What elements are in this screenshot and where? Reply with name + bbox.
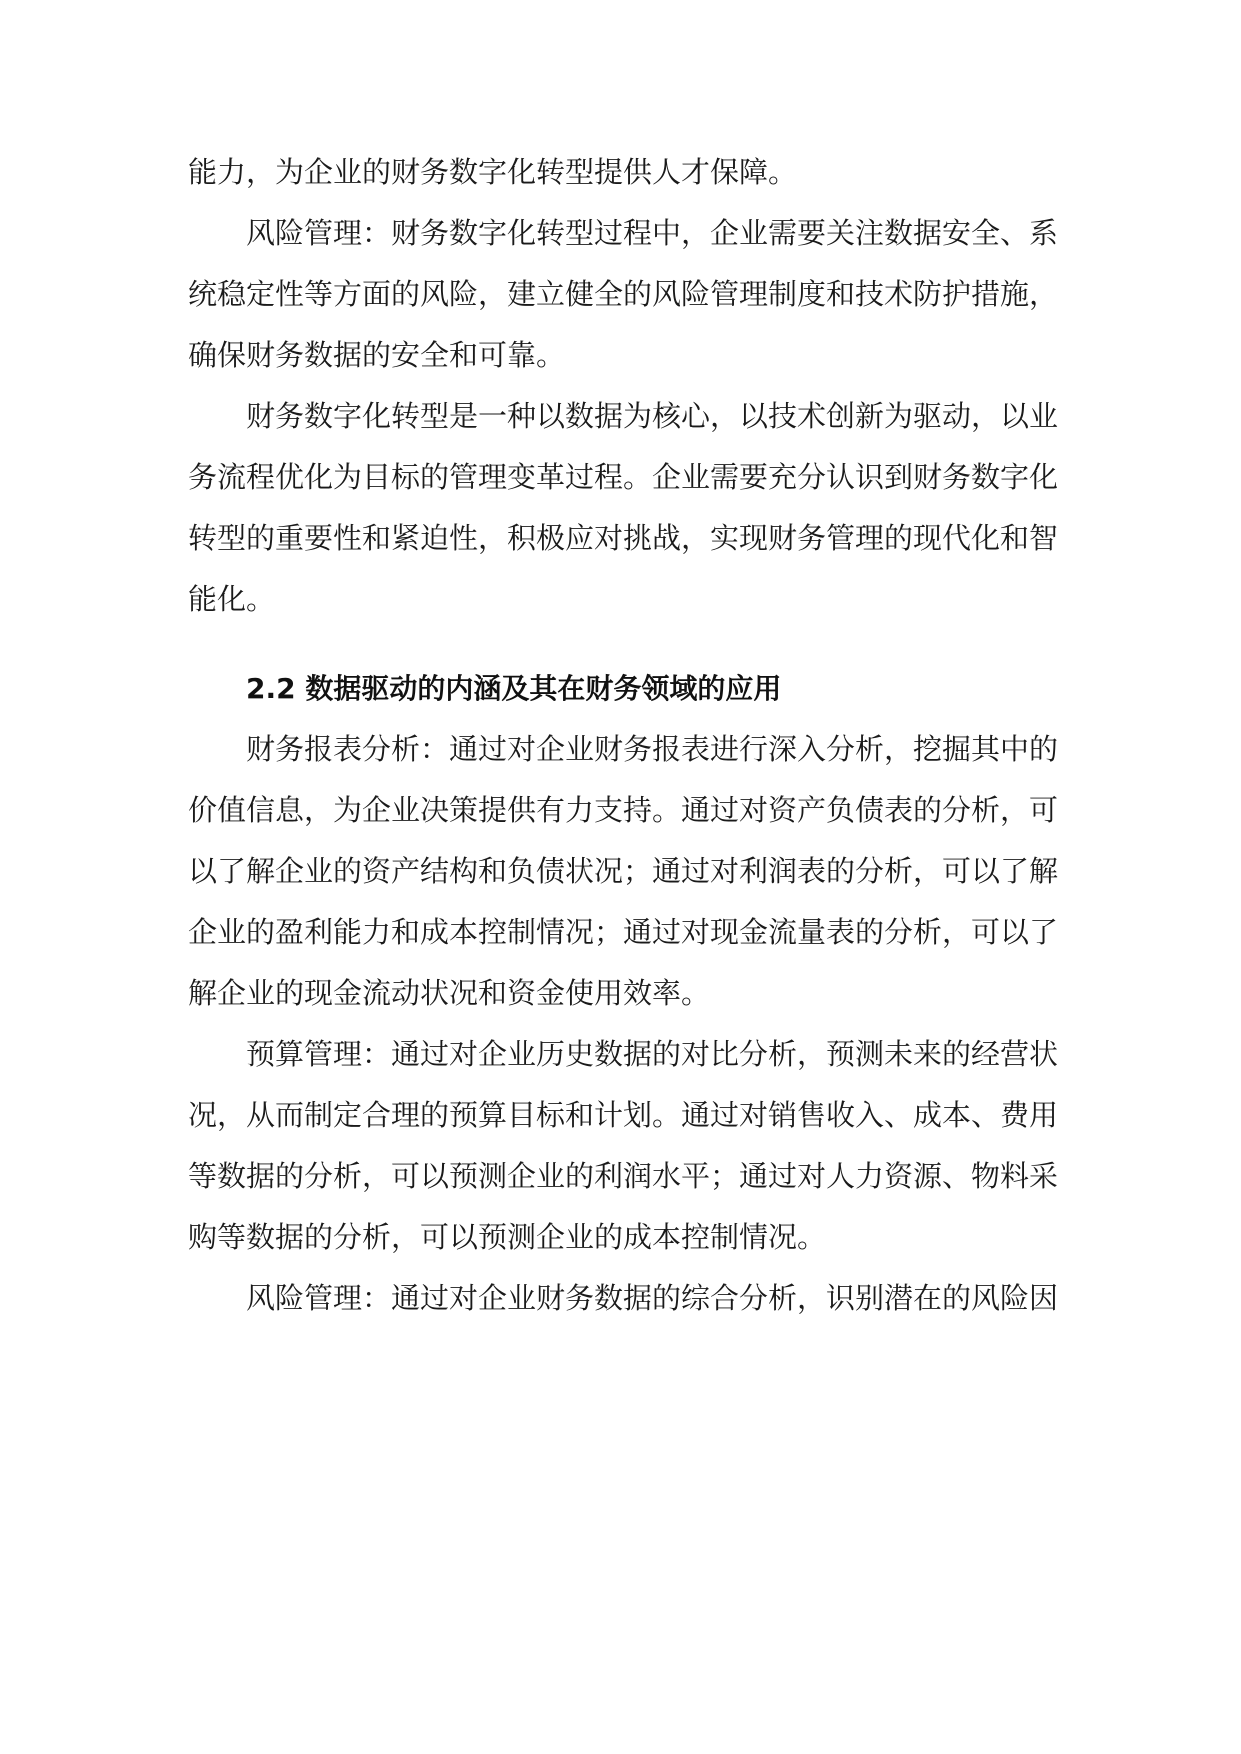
paragraph-financial-statement-analysis: 财务报表分析：通过对企业财务报表进行深入分析，挖掘其中的价值信息，为企业决策提供有力支持。通过对资产负债表的分析，可以了解企业的资产结构和负债状况；通过对利润表的分析，可以了解企业的盈利能力和成本控制情况；通过对现金流量表的分析，可以了解企业的现金流动状况和资金使用效率。 bbox=[188, 732, 1059, 1010]
paragraph-continuation: 能力，为企业的财务数字化转型提供人才保障。 bbox=[188, 155, 798, 189]
document-body bbox=[188, 142, 1058, 1329]
section-spacer bbox=[188, 630, 1058, 658]
section-heading: 2.2 数据驱动的内涵及其在财务领域的应用 bbox=[246, 672, 782, 705]
paragraph-risk-management-2: 风险管理：通过对企业财务数据的综合分析，识别潜在的风险因 bbox=[246, 1281, 1059, 1315]
paragraph-budget-management: 预算管理：通过对企业历史数据的对比分析，预测未来的经营状况，从而制定合理的预算目标和计划。通过对销售收入、成本、费用等数据的分析，可以预测企业的利润水平；通过对人力资源、物料采购等数据的分析，可以预测企业的成本控制情况。 bbox=[188, 1037, 1059, 1254]
paragraph-risk-management-1: 风险管理：财务数字化转型过程中，企业需要关注数据安全、系统稳定性等方面的风险，建立健全的风险管理制度和技术防护措施，确保财务数据的安全和可靠。 bbox=[188, 216, 1059, 372]
paragraph-digital-transformation-summary: 财务数字化转型是一种以数据为核心，以技术创新为驱动，以业务流程优化为目标的管理变革过程。企业需要充分认识到财务数字化转型的重要性和紧迫性，积极应对挑战，实现财务管理的现代化和智能化。 bbox=[188, 399, 1059, 616]
